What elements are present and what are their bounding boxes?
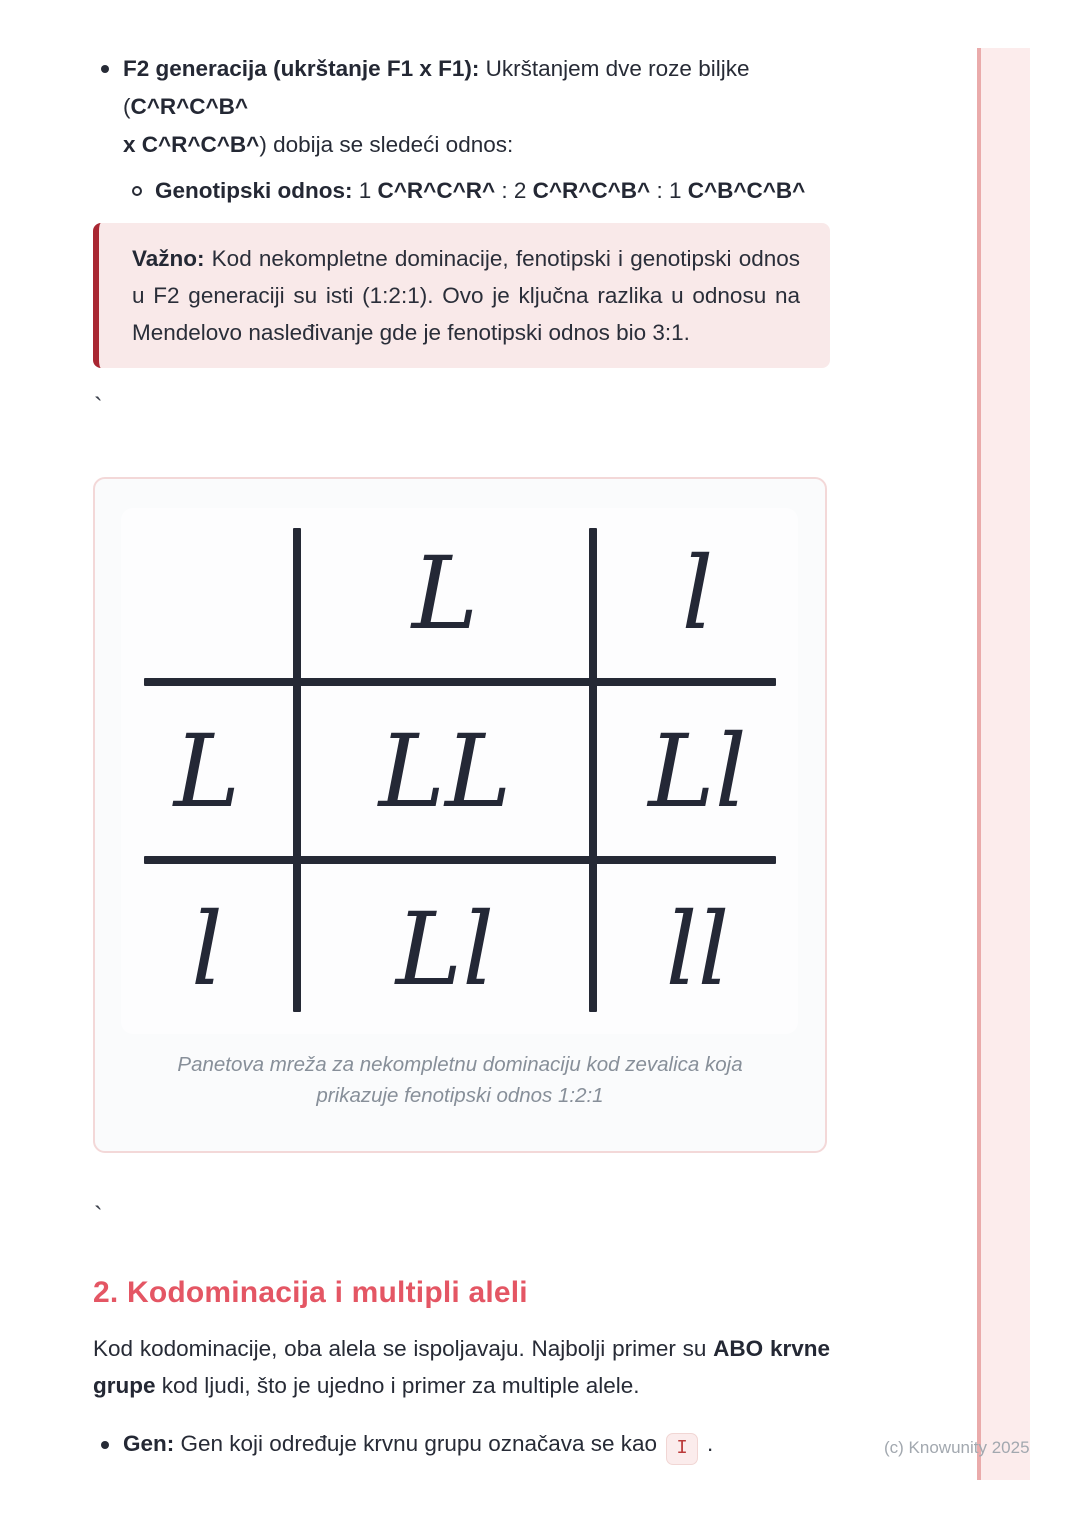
punnett-cell-LL: LL bbox=[378, 712, 512, 830]
punnett-parent-l: l bbox=[681, 534, 714, 652]
stray-backtick: ` bbox=[94, 392, 103, 422]
grid-line bbox=[144, 678, 776, 686]
f2-generation-list-item bbox=[93, 50, 833, 164]
punnett-parent-l: l bbox=[191, 890, 223, 1008]
punnett-cell-Ll: Ll bbox=[395, 890, 495, 1008]
f2-generation-text: F2 generacija (ukrštanje F1 x F1): Ukrštanjem dve roze biljke (C^R^C^B^ x C^R^C^B^) dobija se sledeći odnos: bbox=[123, 56, 750, 157]
grid-line bbox=[589, 528, 597, 1012]
bullet-dot-icon bbox=[101, 65, 109, 73]
gen-bullet-section bbox=[93, 1426, 893, 1465]
punnett-cell-ll: ll bbox=[665, 890, 730, 1008]
punnett-parent-L: L bbox=[173, 712, 241, 830]
punnett-cell-empty bbox=[121, 508, 293, 678]
circle-bullet-icon bbox=[132, 186, 142, 196]
grid-line bbox=[293, 528, 301, 1012]
stray-backtick: ` bbox=[94, 1201, 103, 1231]
figure-caption: Panetova mreža za nekompletnu dominaciju kod zevalica koja prikazuje fenotipski odnos 1:2:1 bbox=[177, 1053, 743, 1107]
punnett-cell-Ll: Ll bbox=[648, 712, 747, 830]
punnett-parent-L: L bbox=[411, 534, 479, 652]
bullet-dot-icon bbox=[101, 1441, 109, 1449]
punnett-figure bbox=[93, 477, 827, 1153]
genotype-ratio-text: Genotipski odnos: 1 C^R^C^R^ : 2 C^R^C^B^ : 1 C^B^C^B^ bbox=[155, 178, 806, 203]
gen-text: Gen: Gen koji određuje krvnu grupu označava se kao I . bbox=[123, 1426, 893, 1465]
genotype-ratio-item bbox=[132, 172, 833, 210]
important-callout-text: Važno: Kod nekompletne dominacije, fenotipski i genotipski odnos u F2 generaciji su isti (1:2:1). Ovo je ključna razlika u odnosu na Mendelovo nasleđivanje gde je fenotipski odnos bio 3:1. bbox=[132, 246, 800, 345]
page-edge-strip bbox=[977, 48, 1030, 1480]
codominance-paragraph: Kod kodominacije, oba alela se ispoljavaju. Najbolji primer su ABO krvne grupe kod ljudi, što je ujedno i primer za multiple alele. bbox=[93, 1336, 830, 1398]
gen-list-item bbox=[93, 1426, 893, 1465]
grid-line bbox=[144, 856, 776, 864]
important-callout bbox=[93, 223, 830, 368]
copyright-note: (c) Knowunity 2025 bbox=[884, 1438, 1030, 1457]
section-heading-kodominacija: 2. Kodominacija i multipli aleli bbox=[93, 1276, 528, 1309]
punnett-square-image bbox=[121, 508, 798, 1034]
